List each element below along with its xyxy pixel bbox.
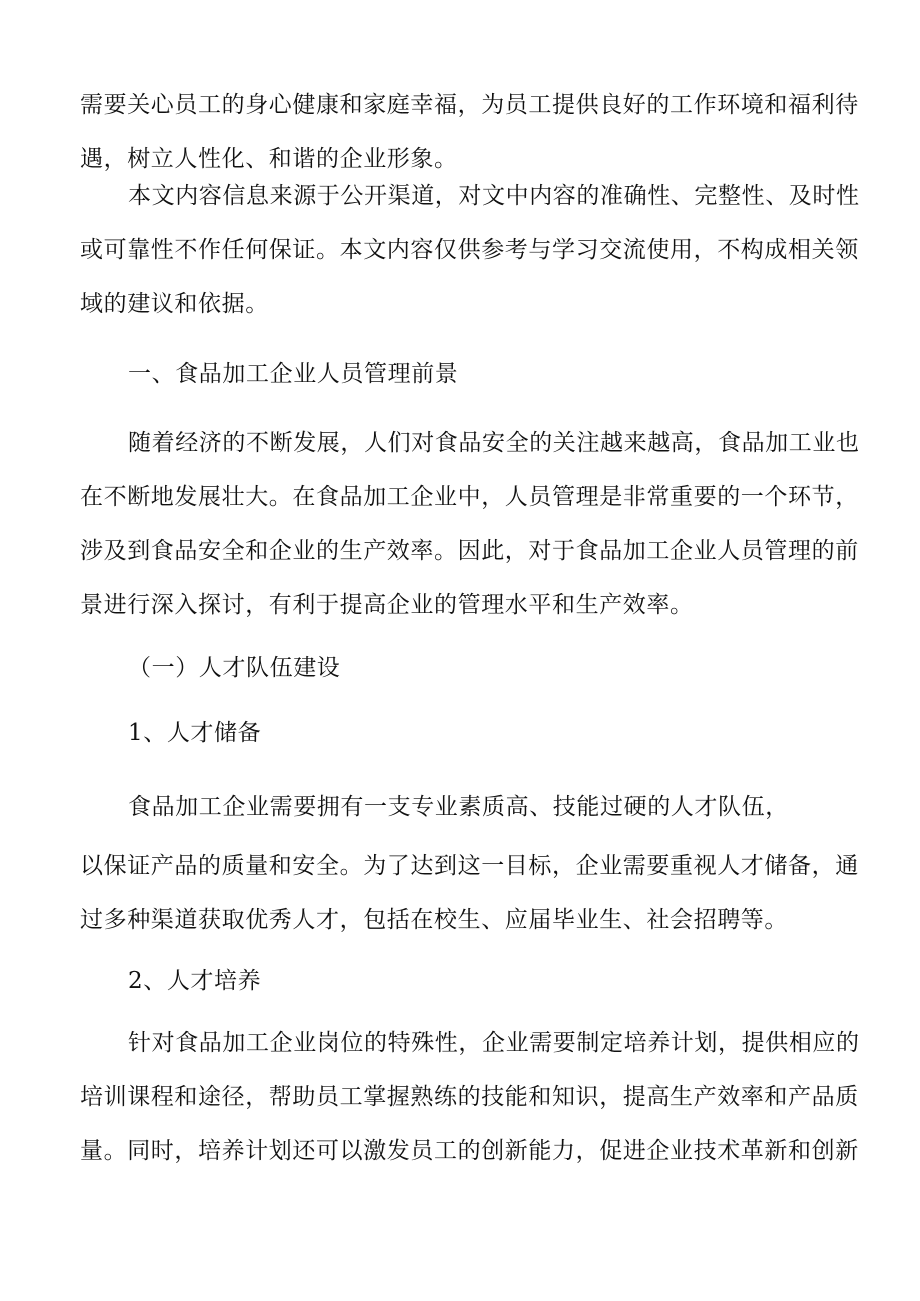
paragraph-line: 针对食品加工企业岗位的特殊性，企业需要制定培养计划，提供相应的: [128, 1030, 860, 1056]
paragraph-line: 域的建议和依据。: [80, 291, 269, 317]
paragraph-line: 需要关心员工的身心健康和家庭幸福，为员工提供良好的工作环境和福利待: [80, 92, 859, 118]
paragraph-line: 涉及到食品安全和企业的生产效率。因此，对于食品加工企业人员管理的前: [80, 538, 859, 564]
paragraph-line: 遇，树立人性化、和谐的企业形象。: [80, 146, 458, 172]
paragraph-line: 在不断地发展壮大。在食品加工企业中，人员管理是非常重要的一个环节，: [80, 484, 859, 510]
paragraph-line: 随着经济的不断发展，人们对食品安全的关注越来越高，食品加工业也: [128, 430, 860, 456]
paragraph-line: 景进行深入探讨，有利于提高企业的管理水平和生产效率。: [80, 592, 694, 618]
paragraph-line: 食品加工企业需要拥有一支专业素质高、技能过硬的人才队伍，: [128, 794, 789, 820]
paragraph-line: 培训课程和途径，帮助员工掌握熟练的技能和知识，提高生产效率和产品质: [80, 1084, 859, 1110]
subsection-heading: （一）人才队伍建设: [128, 655, 341, 681]
section-heading: 一、食品加工企业人员管理前景: [128, 361, 459, 387]
paragraph-line: 过多种渠道获取优秀人才，包括在校生、应届毕业生、社会招聘等。: [80, 907, 788, 933]
paragraph-line: 或可靠性不作任何保证。本文内容仅供参考与学习交流使用，不构成相关领: [80, 237, 859, 263]
item-heading: 1、人才储备: [128, 720, 262, 746]
paragraph-line: 量。同时，培养计划还可以激发员工的创新能力，促进企业技术革新和创新: [80, 1138, 859, 1164]
paragraph-line: 本文内容信息来源于公开渠道，对文中内容的准确性、完整性、及时性: [128, 183, 860, 209]
item-heading: 2、人才培养: [128, 968, 262, 994]
paragraph-line: 以保证产品的质量和安全。为了达到这一目标，企业需要重视人才储备，通: [80, 853, 859, 879]
